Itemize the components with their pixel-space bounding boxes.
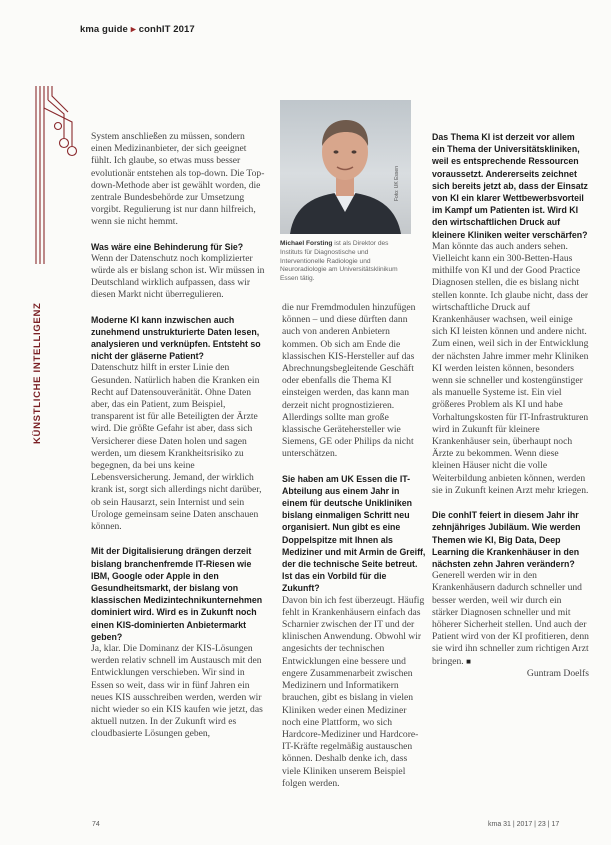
running-header xyxy=(80,24,195,35)
header-separator: ▸ xyxy=(130,24,136,35)
paragraph: Man könnte das auch anders sehen. Vielleicht kann ein 300-Betten-Haus mithilfe von KI und der Good Practice Diagnosen stellen, die es bislang nicht stellen konnte. Ich glaube nicht, dass der wirtschaftliche Druck auf Krankenhäuser wachsen, weil einige sich KI leisten können und andere nicht. Zum einen, weil sich in der Entwicklung der nächsten Jahre immer mehr Kliniken KI werden leisten können, besonders wenn sie schneller und kostengünstiger als manuelle Systeme ist. Ein viel größeres Problem als KI und habe Vorhaltungskosten für IT-Infrastrukturen wird in Zukunft für kleinere Krankenhäuser sein, überhaupt noch Ärzte zu bekommen. Wenn diese kleinen Häuser nicht die volle Weiterbildung anbieten können, werden sie in Zukunft keinen Arzt mehr kriegen. xyxy=(432,240,589,496)
photo-caption xyxy=(280,240,413,284)
interview-question: Das Thema KI ist derzeit vor allem ein Thema der Universitätskliniken, weil es entsprechende Ressourcen voraussetzt. Andererseits zeichnet sich bereits jetzt ab, dass der Einsatz von KI ein klarer Wettbewerbsvorteil im Kampf um Patienten ist. Wird KI den wirtschaftlichen Druck auf kleinere Kliniken weiter verschärfen? xyxy=(432,132,588,240)
paragraph: die nur Fremdmodulen hinzufügen können – und diese dürften dann auch von anderen Anbietern kommen. Ob sich am Ende die klassischen KIS-Hersteller auf das Abrechnungsbegleitende Geschäft oder ebenfalls die Thema KI einsteigen werden, das kann man derzeit nicht prognostizieren. Allerdings sollte man große klassische Gerätehersteller wie Siemens, GE oder Philips da nicht unterschätzen. xyxy=(282,302,416,460)
paragraph xyxy=(432,570,589,668)
caption-name: Michael Forsting xyxy=(280,240,333,247)
interview-question: Die conhIT feiert in diesem Jahr ihr zehnjähriges Jubiläum. Wie werden Themen wie KI, Big Data, Deep Learning die Krankenhäuser in den nächsten zehn Jahren verändern? xyxy=(432,510,581,569)
caption-text: ist als Direktor des Instituts für Diagnostische und Interventionelle Radiologie und Neuroradiologie am Universitätsklinikum Essen tätig. xyxy=(280,240,398,283)
portrait-photo xyxy=(280,100,411,234)
column-1 xyxy=(91,131,266,741)
issue-info: kma 31 | 2017 | 23 | 17 xyxy=(488,821,560,828)
interview-question: Moderne KI kann inzwischen auch zunehmend unstrukturierte Daten lesen, analysieren und verknüpfen. Entsteht so nicht der gläserne Patient? xyxy=(91,314,261,362)
end-mark-icon: ■ xyxy=(466,656,471,666)
paragraph: Datenschutz hilft in erster Linie den Gesunden. Natürlich haben die Kranken ein Recht auf Datensouveränität. Ohne Daten aber, das ein Patient, zum Beispiel, transparent ist für alle Beteiligten der Ärzte wird. Die größte Gefahr ist aber, dass sich Versicherer diese Daten holen und sagen werden, um diesem Krankheitsrisiko zu begegnen, da bei uns keine Lebensversicherung. Jemand, der wirklich krank ist, sorgt sich allerdings nicht darüber, ob sein Hausarzt, sein Internist und sein Urologe gemeinsam seine Daten anschauen können. xyxy=(91,362,262,533)
column-2 xyxy=(282,302,426,790)
page-number: 74 xyxy=(92,821,100,828)
interview-question: Sie haben am UK Essen die IT-Abteilung aus einem Jahr in einem für deutsche Unikliniken bislang einmaligen Schritt neu organisiert. Nun gibt es eine Doppelspitze mit Ihnen als Mediziner und mit Armin de Greiff, der die technische Seite betreut. Ist das ein Vorbild für die Zukunft? xyxy=(282,473,426,594)
section-name: conhIT 2017 xyxy=(138,24,195,35)
paragraph: Wenn der Datenschutz noch komplizierter würde als er bislang schon ist. Wir müssen in Deutschland wirklich aufpassen, dass wir diesen Markt nicht überregulieren. xyxy=(91,252,265,301)
paragraph: System anschließen zu müssen, sondern einen Medizinanbieter, der sich geeignet fühlt. Ich glaube, so etwas muss besser evolutionär entstehen als top-down. Die Top-down-Methode aber ist gewählt worden, die zentrale Bundesbehörde zur Umsetzung vorgibt. Regulierung ist nur dann hilfreich, wenn sie nicht hemmt. xyxy=(91,131,265,228)
author-name: Guntram Doelfs xyxy=(526,667,589,679)
paragraph: Davon bin ich fest überzeugt. Häufig fehlt in Krankenhäusern einfach das Scharnier zwischen der IT und der klinischen Anwendung. Obwohl wir angesichts der technischen Entwicklungen eine bessere und engere Zusammenarbeit zwischen Medizinern und Informatikern brauchen, gibt es bislang in vielen Kliniken weder einen Mediziner noch eine Plattform, wo sich Hardcore-Mediziner und Hardcore-IT-Kräfte regelmäßig austauschen können. Deshalb denke ich, dass viele Kliniken unserem Beispiel folgen werden. xyxy=(282,594,425,789)
photo-credit: Foto: UK Essen xyxy=(394,166,400,202)
publication-name: kma guide xyxy=(80,24,128,35)
circuit-decoration xyxy=(24,86,84,276)
paragraph-text: Generell werden wir in den Krankenhäusern dadurch schneller und besser werden, weil wir durch ein stärker Diagnosen schneller und mit höherer Sicherheit stellen. Und auch der Patient wird von der KI profitieren, denn sie wird ihn schneller zum richtigen Arzt bringen. xyxy=(432,570,589,667)
section-side-label: KÜNSTLICHE INTELLIGENZ xyxy=(32,302,43,444)
paragraph: Ja, klar. Die Dominanz der KIS-Lösungen werden relativ schnell im Austausch mit den Entwicklungen verschieben. Wir sind in Essen so weit, dass wir in fünf Jahren ein neues KIS ausschreiben werden, werden wir nicht wieder so ein KIS kaufen wie jetzt, das aktuell nutzen. In der Zukunft wird es cloudbasierte Lösungen geben, xyxy=(91,642,263,740)
column-3 xyxy=(432,131,589,680)
interview-question: Mit der Digitalisierung drängen derzeit bislang branchenfremde IT-Riesen wie IBM, Google oder Apple in den Gesundheitsmarkt, der bislang von klassischen Medizintechnikunternehmen dominiert wird. Wird es in Zukunft noch einen KIS-dominierten Anbietermarkt geben? xyxy=(91,546,263,642)
portrait-illustration xyxy=(280,100,411,234)
interview-question: Was wäre eine Behinderung für Sie? xyxy=(91,241,244,252)
